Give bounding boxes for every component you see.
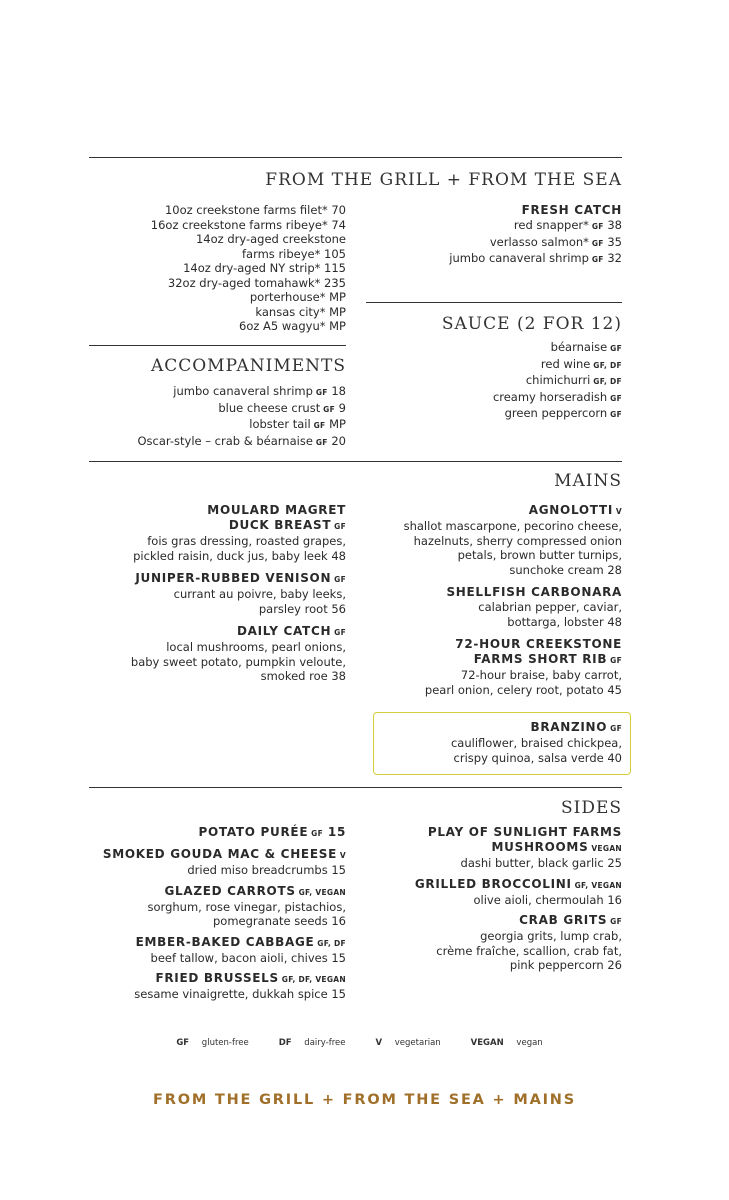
accompaniments-list <box>137 384 346 450</box>
dish-description: dried miso breadcrumbs 15 <box>187 863 346 877</box>
dish-description: dashi butter, black garlic 25 <box>460 856 622 870</box>
dish-description: sorghum, rose vinegar, pistachios, <box>147 899 346 914</box>
dish-description: pearl onion, celery root, potato 45 <box>424 682 622 697</box>
sauce-item <box>493 406 622 423</box>
dish-name-text: SHELLFISH CARBONARA <box>446 585 622 599</box>
dish-description: crispy quinoa, salsa verde 40 <box>453 750 622 765</box>
steak-line: porterhouse* MP <box>249 290 346 304</box>
dish-description: pink peppercorn 26 <box>509 958 622 972</box>
side-dish <box>103 935 346 966</box>
dish-name <box>404 652 622 668</box>
sauce-item <box>493 357 622 374</box>
mains-left-list <box>131 503 346 692</box>
dish-description: crème fraîche, scallion, crab fat, <box>436 943 622 958</box>
item-text: red snapper* <box>513 218 589 232</box>
legend-entry <box>279 1038 356 1048</box>
featured-dish <box>451 720 622 773</box>
section-heading-accompaniments: ACCOMPANIMENTS <box>150 356 346 376</box>
dish-name <box>131 571 346 587</box>
dietary-tag: GF <box>588 222 604 231</box>
sides-left-list <box>103 825 346 1008</box>
sides-right-list <box>415 825 622 979</box>
fresh-catch-item <box>449 218 622 235</box>
dish-name-text: SMOKED GOUDA MAC & CHEESE <box>102 847 337 861</box>
section-heading-grill: FROM THE GRILL + FROM THE SEA <box>265 170 622 190</box>
dietary-tag: GF, DF <box>314 938 346 948</box>
dish-description: georgia grits, lump crab, <box>480 929 622 943</box>
item-price: 15 <box>323 825 346 839</box>
dish-description: sesame vinaigrette, dukkah spice 15 <box>134 987 346 1001</box>
steak-line: farms ribeye* 105 <box>241 246 346 261</box>
legend-entry <box>176 1038 258 1048</box>
dietary-tag: GF <box>607 917 622 926</box>
dietary-tag: GF <box>331 628 346 637</box>
dish-name-text: FARMS SHORT RIB <box>473 652 608 666</box>
dietary-tag: GF <box>607 410 622 419</box>
dietary-tag: GF, DF <box>590 377 622 386</box>
dish-description: parsley root 56 <box>258 601 346 616</box>
side-dish <box>103 825 346 841</box>
dietary-tag: GF, VEGAN <box>295 887 346 897</box>
dietary-tag: GF <box>331 575 346 584</box>
item-text: blue cheese crust <box>218 400 321 415</box>
dietary-tag: GF <box>607 393 622 403</box>
dish-name-text: MUSHROOMS <box>491 840 589 854</box>
dietary-tag: GF, DF <box>590 360 622 370</box>
legend-entry <box>471 1038 553 1048</box>
divider-top <box>89 157 622 158</box>
main-dish <box>404 637 622 697</box>
dish-description: bottarga, lobster 48 <box>507 614 622 629</box>
mains-right-list <box>404 503 622 705</box>
dietary-tag: GF <box>320 404 336 414</box>
item-price: 20 <box>327 433 346 448</box>
divider-mains <box>89 461 622 462</box>
legend-entry <box>375 1038 450 1048</box>
fresh-catch-item <box>449 235 622 252</box>
dish-name <box>103 971 346 987</box>
dish-name <box>103 935 346 951</box>
dish-description: sunchoke cream 28 <box>509 562 622 577</box>
legend-code: V <box>375 1038 383 1048</box>
dish-name-text: GLAZED CARROTS <box>164 883 296 898</box>
item-text: jumbo canaveral shrimp <box>449 251 589 265</box>
dietary-tag: GF <box>312 388 328 397</box>
dietary-tag: GF, VEGAN <box>571 880 622 890</box>
divider-accompaniments <box>89 345 346 346</box>
dietary-tag: GF <box>331 522 346 531</box>
item-text: Oscar-style – crab & béarnaise <box>137 433 313 448</box>
dietary-tag: GF <box>607 656 622 665</box>
steak-line: 14oz dry-aged NY strip* 115 <box>183 261 346 275</box>
dish-description: shallot mascarpone, pecorino cheese, <box>403 519 622 533</box>
dietary-tag: GF <box>312 437 328 447</box>
dish-name <box>103 847 346 863</box>
dietary-tag: GF <box>310 421 326 430</box>
section-heading-sauce: SAUCE (2 FOR 12) <box>441 314 622 334</box>
dish-name <box>404 585 622 600</box>
main-dish <box>131 571 346 616</box>
dish-name-text: FRIED BRUSSELS <box>155 971 279 985</box>
dish-name-text: PLAY OF SUNLIGHT FARMS <box>427 825 622 839</box>
accompaniment-item <box>137 384 346 401</box>
dish-name-text: DUCK BREAST <box>228 518 332 532</box>
dish-description: smoked roe 38 <box>260 669 346 683</box>
dish-name <box>415 913 622 929</box>
dish-description: petals, brown butter turnips, <box>457 548 622 562</box>
dish-name-text: DAILY CATCH <box>236 624 332 638</box>
legend-label: vegan <box>513 1038 543 1048</box>
dish-name-text: AGNOLOTTI <box>528 503 613 517</box>
sauce-item <box>493 373 622 390</box>
dietary-tag: V <box>612 507 622 516</box>
item-text: béarnaise <box>550 340 608 354</box>
legend-code: DF <box>278 1038 292 1048</box>
dish-name <box>404 503 622 519</box>
item-text: chimichurri <box>525 373 591 387</box>
dish-name-text: GRILLED BROCCOLINI <box>414 876 572 891</box>
dish-description: pickled raisin, duck jus, baby leek 48 <box>133 548 346 563</box>
legend-code: VEGAN <box>470 1038 504 1048</box>
dish-name-text: CRAB GRITS <box>519 913 608 927</box>
main-dish <box>131 624 346 684</box>
steak-line: 32oz dry-aged tomahawk* 235 <box>167 275 346 290</box>
dish-name <box>131 503 346 518</box>
dietary-tag: GF <box>308 829 324 838</box>
dish-description: 72-hour braise, baby carrot, <box>460 668 622 682</box>
dish-name <box>415 840 622 856</box>
dish-description: cauliflower, braised chickpea, <box>450 736 622 750</box>
item-price: MP <box>325 417 346 431</box>
dish-name-text: EMBER-BAKED CABBAGE <box>135 934 315 949</box>
dish-description: currant au poivre, baby leeks, <box>173 587 346 601</box>
steak-line: 6oz A5 wagyu* MP <box>239 319 346 333</box>
dietary-tag: GF, DF, VEGAN <box>278 975 346 984</box>
steak-line: 16oz creekstone farms ribeye* 74 <box>150 217 346 232</box>
side-dish <box>415 825 622 871</box>
fresh-catch-title: FRESH CATCH <box>521 203 622 217</box>
side-dish <box>103 971 346 1002</box>
dietary-tag: GF <box>588 255 604 264</box>
dietary-tag: GF <box>588 238 604 248</box>
sauce-list <box>493 340 622 423</box>
dish-name <box>131 624 346 640</box>
dish-name <box>131 518 346 534</box>
menu-footer-title: FROM THE GRILL + FROM THE SEA + MAINS <box>153 1092 576 1108</box>
accompaniment-item <box>137 434 346 451</box>
dietary-tag: GF <box>607 724 622 733</box>
dietary-tag: GF <box>607 344 622 353</box>
item-text: creamy horseradish <box>492 389 608 404</box>
dish-name-text: BRANZINO <box>530 720 608 734</box>
featured-main-dish <box>451 720 622 765</box>
dish-name <box>103 884 346 900</box>
legend-label: dairy-free <box>301 1038 346 1048</box>
section-heading-sides: SIDES <box>560 798 622 818</box>
item-price: 9 <box>335 400 346 415</box>
dish-description: baby sweet potato, pumpkin veloute, <box>130 654 346 669</box>
steak-line: 14oz dry-aged creekstone <box>195 232 346 246</box>
dietary-tag: VEGAN <box>588 844 622 853</box>
item-price: 18 <box>327 384 346 398</box>
item-text: green peppercorn <box>504 406 608 420</box>
item-text: jumbo canaveral shrimp <box>173 384 313 398</box>
item-text: verlasso salmon* <box>489 234 589 249</box>
dish-description: calabrian pepper, caviar, <box>478 600 622 614</box>
steak-line: kansas city* MP <box>255 304 346 319</box>
sauce-item <box>493 390 622 407</box>
dish-name <box>103 825 346 841</box>
divider-sides <box>89 787 622 788</box>
dish-name-text: POTATO PURÉE <box>198 825 309 839</box>
legend-label: vegetarian <box>392 1038 441 1048</box>
legend-label: gluten-free <box>199 1038 249 1048</box>
steak-line: 10oz creekstone farms filet* 70 <box>164 203 346 217</box>
item-price: 38 <box>603 218 622 232</box>
fresh-catch-list <box>449 203 622 268</box>
side-dish <box>103 884 346 929</box>
dish-description: fois gras dressing, roasted grapes, <box>147 534 346 548</box>
steaks-list <box>151 203 346 334</box>
dish-name <box>415 825 622 840</box>
dish-description: local mushrooms, pearl onions, <box>166 640 346 654</box>
accompaniment-item <box>137 417 346 434</box>
dish-description: beef tallow, bacon aioli, chives 15 <box>150 950 346 965</box>
dish-name-text: 72-HOUR CREEKSTONE <box>455 637 622 651</box>
side-dish <box>415 877 622 908</box>
dish-description: hazelnuts, sherry compressed onion <box>413 533 622 548</box>
item-text: red wine <box>540 356 591 371</box>
dietary-tag: V <box>336 851 346 860</box>
dish-name <box>415 877 622 893</box>
main-dish <box>131 503 346 563</box>
item-price: 32 <box>603 251 622 265</box>
dish-description: olive aioli, chermoulah 16 <box>473 892 622 907</box>
item-price: 35 <box>603 234 622 249</box>
side-dish <box>103 847 346 878</box>
legend-code: GF <box>176 1038 190 1048</box>
dietary-legend <box>0 1038 729 1048</box>
section-heading-mains: MAINS <box>554 471 622 491</box>
dish-name-text: JUNIPER-RUBBED VENISON <box>135 571 332 585</box>
accompaniment-item <box>137 401 346 418</box>
dish-description: pomegranate seeds 16 <box>213 914 346 928</box>
sauce-item <box>493 340 622 357</box>
item-text: lobster tail <box>249 417 311 431</box>
divider-sauce <box>366 302 622 303</box>
main-dish <box>404 503 622 577</box>
dish-name <box>451 720 622 736</box>
side-dish <box>415 913 622 973</box>
dish-name <box>404 637 622 652</box>
dish-name-text: MOULARD MAGRET <box>207 503 346 517</box>
fresh-catch-item <box>449 251 622 268</box>
main-dish <box>404 585 622 629</box>
